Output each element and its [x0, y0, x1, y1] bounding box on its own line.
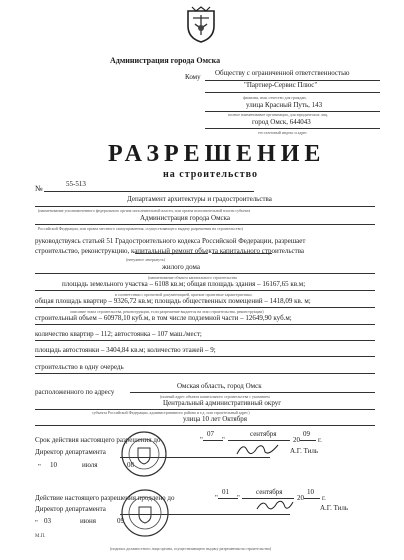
- divider: [35, 273, 375, 274]
- location-district: Центральный административный округ: [163, 399, 282, 407]
- validity-year-prefix: 20: [293, 436, 300, 444]
- address-line-2: город Омск, 644043: [252, 118, 311, 126]
- number-prefix: №: [35, 184, 43, 193]
- recipient-line-1: Обществу с ограниченной ответственностью: [215, 69, 350, 77]
- divider: [300, 440, 316, 441]
- issuer-caption-2: Российской Федерации, или органа местного самоуправления, осуществляющего выдачу разрешения на строительство): [38, 226, 243, 231]
- divider: [35, 206, 375, 207]
- extension-date-day: 03: [44, 517, 51, 525]
- strikethrough: [212, 253, 272, 254]
- extension-year-prefix: 20: [297, 494, 304, 502]
- caption-address: его почтовый индекс и адрес: [258, 130, 308, 135]
- validity-date-month: июля: [82, 461, 98, 469]
- extension-signer: А.Г. Тиль: [320, 504, 349, 512]
- body-line-1: руководствуясь статьей 51 Градостроительного кодекса Российской Федерации, разрешает: [35, 237, 306, 245]
- params-line-4: количество квартир – 112; автостоянка – 107 маш./мест;: [35, 330, 202, 338]
- komu-label: Кому: [185, 73, 201, 81]
- location-label: расположенного по адресу: [35, 388, 115, 396]
- permit-number: 55-513: [66, 180, 86, 188]
- caption-params: в соответствии с проектной документацией, краткие проектные характеристики,: [115, 292, 253, 297]
- validity-date-year: 08: [127, 461, 134, 469]
- divider: [205, 128, 380, 129]
- extension-quote-open: ": [215, 494, 218, 502]
- validity-day: 07: [207, 430, 214, 438]
- divider: [35, 340, 375, 341]
- params-line-5: площадь автостоянки – 3404,84 кв.м; количество этажей – 9;: [35, 346, 216, 354]
- divider: [304, 498, 320, 499]
- validity-quote-close: ": [222, 436, 225, 444]
- divider: [203, 440, 223, 441]
- validity-signer: А.Г. Тиль: [290, 447, 319, 455]
- object-name: жилого дома: [162, 263, 200, 271]
- divider: [35, 425, 375, 426]
- divider: [130, 392, 375, 393]
- validity-month: сентября: [250, 430, 277, 438]
- stamp-caption: М.П.: [35, 534, 46, 539]
- issuer-administration: Администрация города Омска: [140, 214, 231, 222]
- params-line-2: общая площадь квартир – 9326,72 кв.м; площадь общественных помещений – 1418,09 кв. м;: [35, 297, 311, 305]
- document-title: РАЗРЕШЕНИЕ: [108, 141, 326, 167]
- validity-date-day: 10: [50, 461, 57, 469]
- body-line-2: строительство, реконструкцию, капитальный ремонт объекта капитального строительства: [35, 247, 305, 255]
- divider: [205, 92, 380, 93]
- divider: [35, 307, 375, 308]
- extension-month: сентября: [256, 488, 283, 496]
- document-subtitle: на строительство: [163, 169, 258, 180]
- extension-quote-close: ": [237, 494, 240, 502]
- params-line-3: строительный объем – 60978,10 куб.м, в том числе подземной части – 12649,90 куб.м;: [35, 314, 292, 322]
- signature-icon: [235, 440, 280, 458]
- stamp-icon: [120, 488, 170, 538]
- validity-quote-open: ": [200, 436, 203, 444]
- location-caption-2: субъекта Российской Федерации, административного района и т.д. или строительный адрес): [92, 410, 250, 415]
- divider: [44, 191, 254, 192]
- location-city: Омская область, город Омск: [177, 382, 262, 390]
- caption-object: (наименование объекта капитального строительства: [148, 275, 237, 280]
- address-line-1: улица Красный Путь, 143: [246, 101, 323, 109]
- extension-day: 01: [222, 488, 229, 496]
- divider: [35, 356, 375, 357]
- validity-date-quote: ": [38, 463, 41, 471]
- caption-org: полное наименование организации, для юридических лиц,: [228, 112, 328, 117]
- coat-of-arms-icon: [185, 6, 217, 44]
- issuer-caption-1: (наименование уполномоченного федерального органа исполнительной власти, или органа исполнительной власти субъекта: [38, 208, 251, 213]
- divider: [35, 373, 375, 374]
- footer-caption: (подпись должностного лица органа, осуществляющего выдачу разрешения на строительство): [110, 546, 272, 551]
- issuer-department: Департамент архитектуры и градостроительства: [127, 195, 272, 203]
- location-street: улица 10 лет Октября: [183, 415, 248, 423]
- validity-director-label: Директор департамента: [35, 448, 106, 456]
- recipient-line-2: "Партнер-Сервис Плюс": [244, 81, 318, 89]
- extension-label: Действие настоящего разрешения продлено до: [35, 494, 175, 502]
- location-caption-1: (полный адрес объекта капитального строительства с указанием: [160, 394, 270, 399]
- extension-date-month: июня: [80, 517, 96, 525]
- stamp-icon: [120, 430, 168, 478]
- administration-heading: Администрация города Омска: [110, 56, 221, 65]
- divider: [35, 324, 375, 325]
- divider: [218, 498, 238, 499]
- extension-date-quote: ": [35, 519, 38, 527]
- signature-icon: [255, 496, 295, 514]
- validity-year-suffix: г.: [318, 436, 322, 444]
- divider: [35, 290, 375, 291]
- extension-director-label: Директор департамента: [35, 505, 106, 513]
- params-line-1: площадь земельного участка – 6108 кв.м; общая площадь здания – 16167,65 кв.м;: [62, 280, 306, 288]
- caption-fio: фамилия, имя, отчество для граждан,: [243, 95, 307, 100]
- extension-date-year: 09: [117, 517, 124, 525]
- validity-year: 09: [303, 430, 310, 438]
- caption-extra: (ненужное зачеркнуть): [126, 257, 166, 262]
- divider: [35, 224, 375, 225]
- params-line-6: строительство в одну очередь: [35, 363, 124, 371]
- validity-label: Срок действия настоящего разрешения до: [35, 436, 161, 444]
- extension-year-suffix: г.: [322, 494, 326, 502]
- extension-year: 10: [307, 488, 314, 496]
- caption-params-2: описание этапа строительства, реконструкции, если разрешение выдается на этап строительства, реконструкции): [70, 309, 264, 314]
- strikethrough: [135, 253, 208, 254]
